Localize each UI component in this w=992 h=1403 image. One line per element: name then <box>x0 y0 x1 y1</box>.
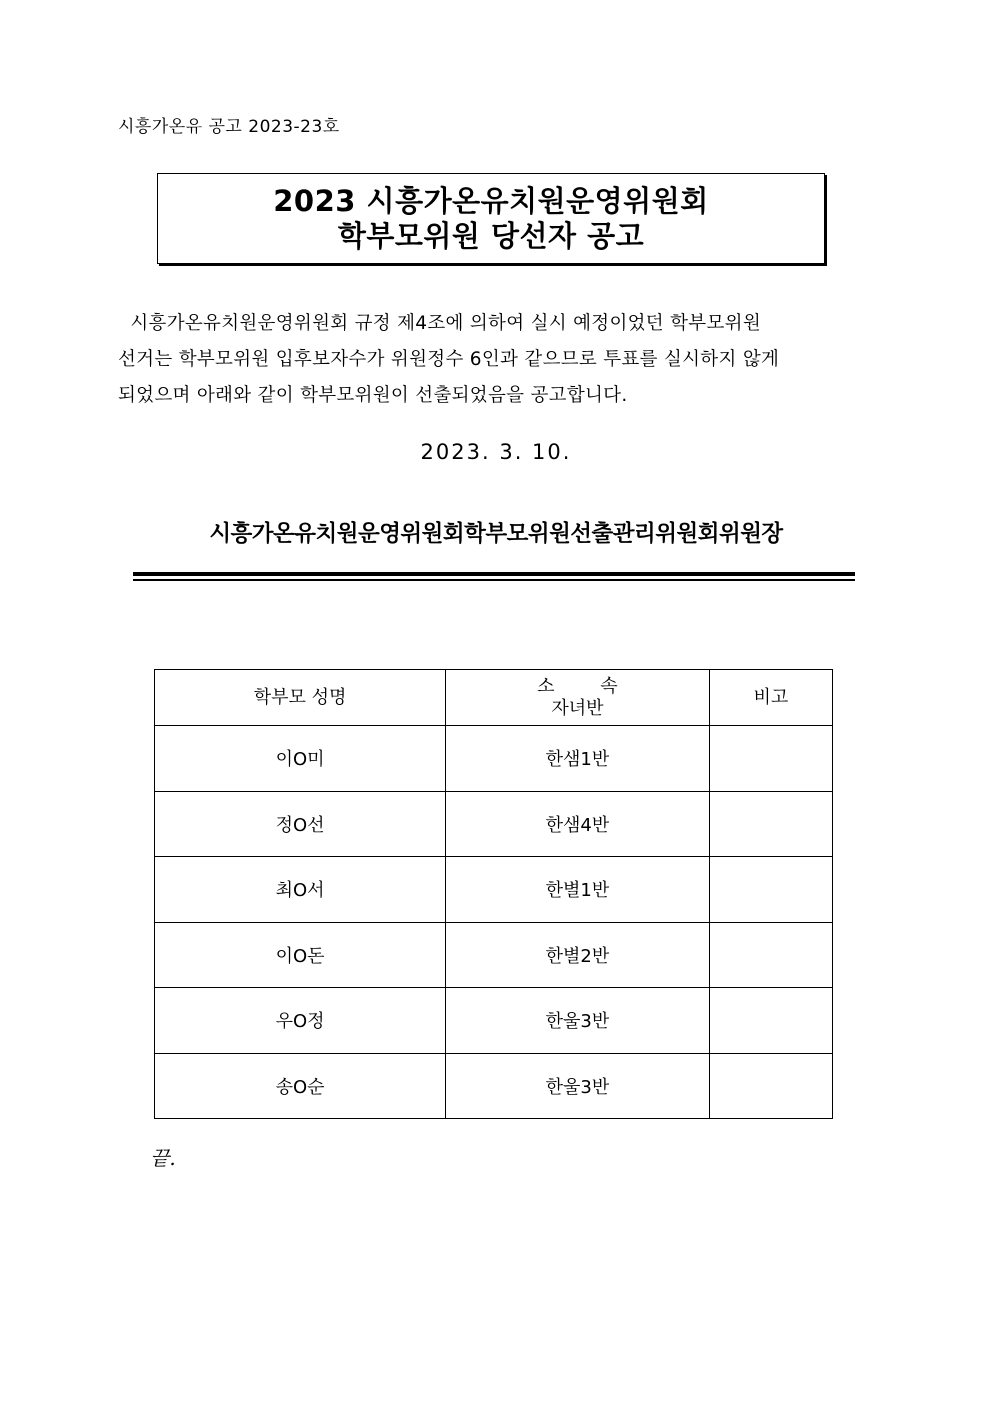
divider-thin <box>133 579 855 581</box>
announcement-date: 2023. 3. 10. <box>420 440 572 464</box>
cell-child-class: 한샘4반 <box>446 791 710 857</box>
cell-child-class: 한별2반 <box>446 922 710 988</box>
announcement-body <box>118 306 888 414</box>
cell-parent-name: 정O선 <box>155 791 446 857</box>
table-row <box>155 726 833 792</box>
cell-note <box>709 726 832 792</box>
document-number: 시흥가온유 공고 2023-23호 <box>118 117 340 137</box>
cell-child-class: 한울3반 <box>446 988 710 1054</box>
cell-child-class: 한별1반 <box>446 857 710 923</box>
cell-parent-name: 송O순 <box>155 1053 446 1119</box>
table-row <box>155 791 833 857</box>
body-line-1: 시흥가온유치원운영위원회 규정 제4조에 의하여 실시 예정이었던 학부모위원 <box>118 313 761 334</box>
divider-thick <box>133 572 855 576</box>
body-line-2: 선거는 학부모위원 입후보자수가 위원정수 6인과 같으므로 투표를 실시하지 않게 <box>118 349 780 370</box>
title-line-1: 2023 시흥가온유치원운영위원회 <box>273 184 709 218</box>
header-child-class <box>446 670 710 726</box>
signer-title: 시흥가온유치원운영위원회학부모위원선출관리위원회위원장 <box>209 521 783 547</box>
cell-child-class: 한샘1반 <box>446 726 710 792</box>
cell-note <box>709 988 832 1054</box>
table-row <box>155 857 833 923</box>
header-note: 비고 <box>709 670 832 726</box>
table-row <box>155 988 833 1054</box>
end-mark: 끝. <box>150 1146 176 1170</box>
header-class-line-2: 자녀반 <box>551 697 604 719</box>
table-row <box>155 922 833 988</box>
cell-parent-name: 이O미 <box>155 726 446 792</box>
body-line-3: 되었으며 아래와 같이 학부모위원이 선출되었음을 공고합니다. <box>118 385 628 406</box>
cell-parent-name: 최O서 <box>155 857 446 923</box>
header-parent-name: 학부모 성명 <box>155 670 446 726</box>
header-class-line-1: 소 속 <box>537 675 638 697</box>
cell-note <box>709 791 832 857</box>
table-header-row <box>155 670 833 726</box>
cell-note <box>709 922 832 988</box>
cell-note <box>709 1053 832 1119</box>
title-line-2: 학부모위원 당선자 공고 <box>337 219 645 253</box>
cell-parent-name: 우O정 <box>155 988 446 1054</box>
title-box <box>157 173 825 264</box>
table-row <box>155 1053 833 1119</box>
cell-note <box>709 857 832 923</box>
cell-parent-name: 이O돈 <box>155 922 446 988</box>
cell-child-class: 한울3반 <box>446 1053 710 1119</box>
elected-members-table <box>154 669 833 1119</box>
